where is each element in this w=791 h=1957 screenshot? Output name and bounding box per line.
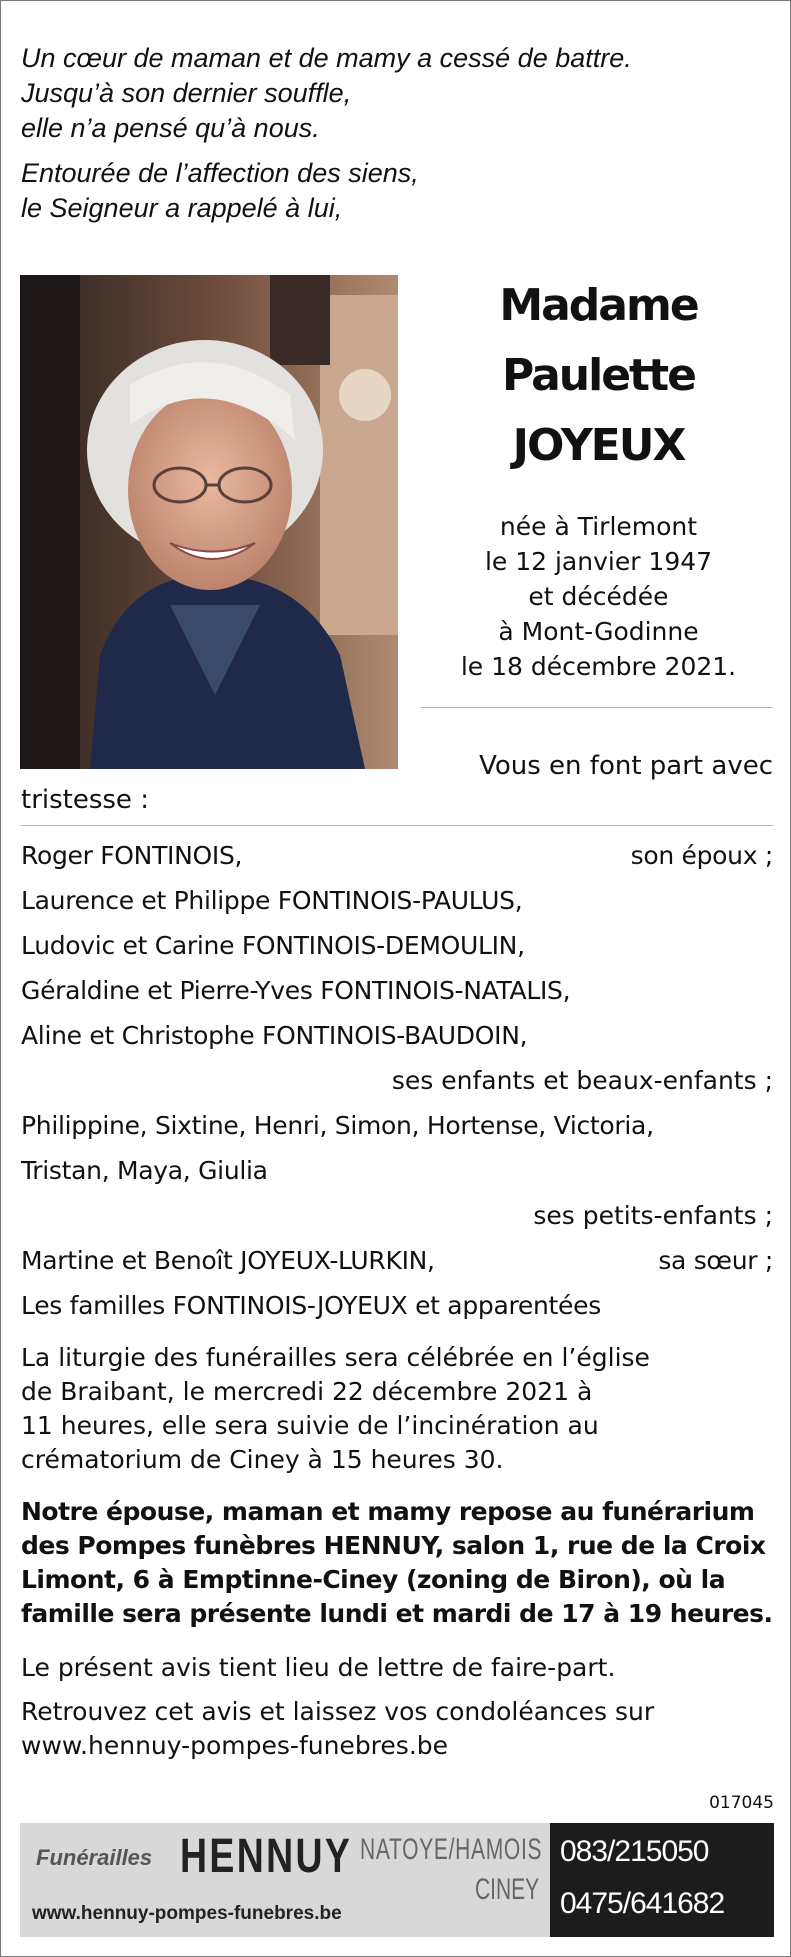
hennuy-logo-text: HENNUY (180, 1830, 353, 1883)
divider (421, 707, 773, 708)
funeral-home-banner (20, 1823, 774, 1937)
birth-death-line: née à Tirlemont (499, 512, 698, 541)
grandchild-names: Tristan, Maya, Giulia (21, 1156, 268, 1185)
family-row-child (21, 1013, 773, 1058)
family-row-child (21, 878, 773, 923)
repose-line: des Pompes funèbres HENNUY, salon 1, rue de la Croix (21, 1531, 766, 1560)
intro-line: le Seigneur a rappelé à lui, (21, 193, 343, 223)
family-row-families (21, 1283, 773, 1328)
announce-text-continued: tristesse : (21, 785, 149, 815)
family-row-spouse (21, 833, 773, 878)
spouse-name: Roger FONTINOIS, (21, 841, 243, 870)
child-names: Aline et Christophe FONTINOIS-BAUDOIN, (21, 1021, 528, 1050)
deceased-last-name: JOYEUX (512, 420, 685, 471)
grandchildren-relation: ses petits-enfants ; (533, 1201, 773, 1230)
condolences-website: www.hennuy-pompes-funebres.be (21, 1731, 449, 1760)
family-row-sister (21, 1238, 773, 1283)
funerailles-label: Funérailles (36, 1845, 153, 1870)
birth-death-line: le 12 janvier 1947 (484, 547, 713, 576)
intro-line: elle n’a pensé qu’à nous. (21, 113, 320, 143)
sister-relation: sa sœur ; (658, 1246, 773, 1275)
condolences-line: Retrouvez cet avis et laissez vos condoléances sur (21, 1697, 655, 1726)
child-names: Géraldine et Pierre-Yves FONTINOIS-NATALIS, (21, 976, 571, 1005)
birth-death-line: et décédée (528, 582, 669, 611)
repose-paragraph (21, 1495, 773, 1631)
phone-box (550, 1823, 774, 1937)
birth-death-line: à Mont-Godinne (498, 617, 699, 646)
ciney-label: CINEY (475, 1873, 540, 1906)
announce-text: Vous en font part avec (479, 751, 773, 781)
notice-paragraph (21, 1651, 773, 1685)
phone-number-1: 083/215050 (560, 1835, 709, 1868)
intro-line: Entourée de l’affection des siens, (21, 158, 419, 188)
notice-line: Le présent avis tient lieu de lettre de faire-part. (21, 1653, 616, 1682)
intro-verse (21, 41, 781, 236)
liturgy-line: crématorium de Ciney à 15 heures 30. (21, 1445, 504, 1474)
liturgy-line: La liturgie des funérailles sera célébrée en l’église (21, 1343, 650, 1372)
related-families: Les familles FONTINOIS-JOYEUX et apparentées (21, 1291, 601, 1320)
deceased-title: Madame (499, 280, 698, 331)
sister-name: Martine et Benoît JOYEUX-LURKIN, (21, 1246, 435, 1275)
grandchild-names: Philippine, Sixtine, Henri, Simon, Hortense, Victoria, (21, 1111, 654, 1140)
family-list (21, 833, 773, 1328)
condolences-paragraph (21, 1695, 773, 1763)
intro-verse-block-1 (21, 41, 781, 146)
children-relation: ses enfants et beaux-enfants ; (391, 1066, 773, 1095)
liturgy-paragraph (21, 1341, 773, 1477)
portrait-illustration (20, 275, 398, 769)
family-row-child (21, 923, 773, 968)
repose-line: famille sera présente lundi et mardi de 17 à 19 heures. (21, 1599, 773, 1628)
family-row-grandchildren (21, 1148, 773, 1193)
repose-line: Notre épouse, maman et mamy repose au funérarium (21, 1497, 755, 1526)
birth-death-info (421, 509, 776, 684)
divider (21, 825, 773, 826)
family-row-child (21, 968, 773, 1013)
phone-number-2: 0475/641682 (560, 1887, 725, 1920)
child-names: Ludovic et Carine FONTINOIS-DEMOULIN, (21, 931, 525, 960)
deceased-first-name: Paulette (502, 350, 695, 401)
deceased-name (431, 271, 766, 481)
intro-line: Un cœur de maman et de mamy a cessé de battre. (21, 43, 632, 73)
liturgy-line: de Braibant, le mercredi 22 décembre 2021 à (21, 1377, 593, 1406)
repose-line: Limont, 6 à Emptinne-Ciney (zoning de Biron), où la (21, 1565, 726, 1594)
spouse-relation: son époux ; (630, 841, 773, 870)
portrait-photo (20, 275, 398, 769)
intro-verse-block-2 (21, 156, 781, 226)
intro-line: Jusqu’à son dernier souffle, (21, 78, 352, 108)
footer-website: www.hennuy-pompes-funebres.be (32, 1903, 342, 1924)
family-row-grandchildren (21, 1103, 773, 1148)
reference-number: 017045 (709, 1793, 774, 1813)
birth-death-line: le 18 décembre 2021. (460, 652, 737, 681)
liturgy-line: 11 heures, elle sera suivie de l’incinération au (21, 1411, 599, 1440)
child-names: Laurence et Philippe FONTINOIS-PAULUS, (21, 886, 523, 915)
towns-label: NATOYE/HAMOIS (360, 1833, 543, 1866)
